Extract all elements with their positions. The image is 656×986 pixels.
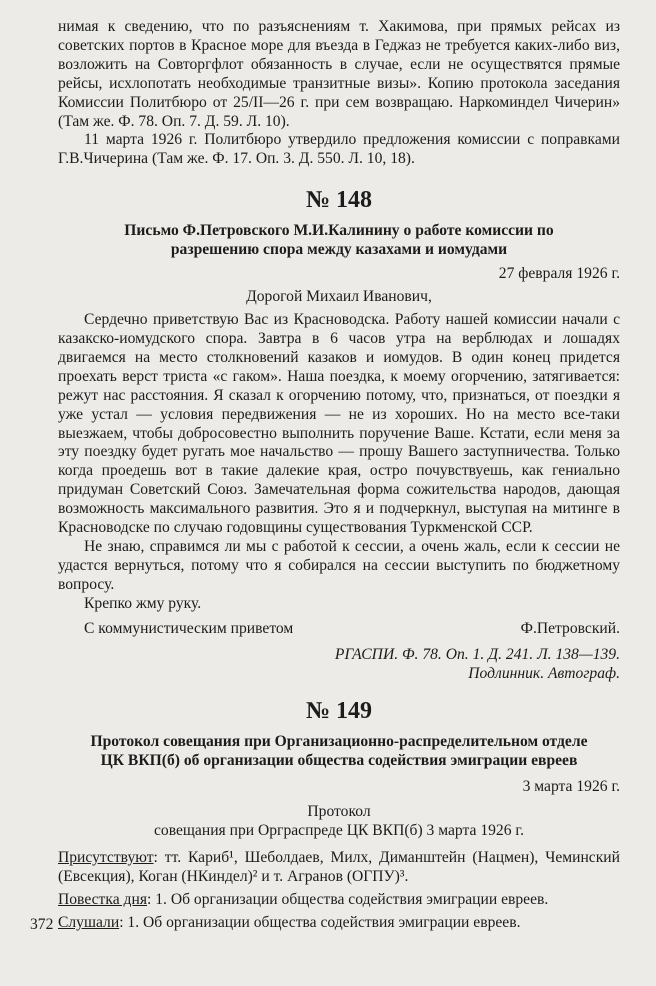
intro-note: 11 марта 1926 г. Политбюро утвердило предложения комиссии с поправками Г.В.Чичерина (Там же. Ф. 17. Оп. 3. Д. 550. Л. 10, 18). [58, 131, 620, 168]
heard-label: Слушали [58, 913, 120, 931]
document-148-source-note: Подлинник. Автограф. [468, 665, 620, 683]
heard-text: : 1. Об организации общества содействия эмиграции евреев. [119, 913, 521, 931]
document-148-signature-line [58, 620, 620, 639]
present-label: Присутствуют [58, 849, 154, 866]
document-148-signature: Ф.Петровский. [520, 619, 620, 637]
document-148-paragraph-1: Сердечно приветствую Вас из Красноводска. Работу нашей комиссии начали с казакско-иомудского спора. Завтра в 6 часов утра на верблюдах и лошадях двигаемся на место столкновений казаков и иомудов. В один конец придется проехать верст триста «с гаком». Наша поездка, к моему огорчению, затягивается: режут нас расстояния. Я сказал к огорчению потому, что, признаться, от поездки я уже устал — условия передвижения — не из хороших. Но на место все-таки выезжаем, чтобы добросовестно выполнить поручение Ваше. Кстати, если меня за эту поездку будет ругать мое начальство — прошу Вашего заступничества. Только когда проедешь вот в такие далекие края, остро почувствуешь, как гениально придуман Советский Союз. Замечательная форма сожительства народов, дающая возможность максимального развития. Это я и подчеркнул, выступая на митинге в Красноводске по случаю годовщины существования Туркменской ССР. [58, 311, 620, 537]
document-149-date: 3 марта 1926 г. [522, 778, 620, 796]
document-149-title: Протокол совещания при Организационно-распределительном отделе ЦК ВКП(б) об организации общества содействия эмиграции евреев [90, 733, 588, 770]
document-149-agenda [58, 891, 620, 910]
agenda-text: : 1. Об организации общества содействия эмиграции евреев. [147, 890, 549, 908]
document-149-heading: Протокол [307, 803, 371, 821]
document-148-number: № 148 [305, 187, 373, 214]
document-149-heard [58, 914, 620, 933]
document-149-number: № 149 [305, 698, 373, 725]
document-148-greeting: Дорогой Михаил Иванович, [246, 288, 432, 306]
document-148-paragraph-2: Не знаю, справимся ли мы с работой к сессии, а очень жаль, если к сессии не удастся вернуться, потому что я собирался на сессии выступить по бюджетному вопросу. [58, 537, 620, 593]
page-number: 372 [30, 916, 54, 933]
document-148-regards: С коммунистическим приветом [84, 619, 294, 637]
document-148-source: РГАСПИ. Ф. 78. Оп. 1. Д. 241. Л. 138—139. [334, 646, 620, 664]
document-148-title: Письмо Ф.Петровского М.И.Калинину о работе комиссии по разрешению спора между казахами и иомудами [124, 222, 554, 259]
present-text: : тт. Кариб¹, Шеболдаев, Милх, Диманштейн (Нацмен), Чеминский (Евсекция), Коган (НКиндел)² и т. Агранов (ОГПУ)³. [58, 849, 620, 885]
agenda-label: Повестка дня [58, 890, 147, 908]
document-149-present [58, 849, 620, 887]
document-page [58, 18, 620, 933]
document-149-subheading: совещания при Орграспреде ЦК ВКП(б) 3 марта 1926 г. [154, 822, 524, 840]
intro-paragraph: нимая к сведению, что по разъяснениям т. Хакимова, при прямых рейсах из советских портов в Красное море для въезда в Геджаз не требуется каких-либо виз, возложить на Совторгфлот обязанность в случае, если не осуществятся прямые рейсы, исхлопотать необходимые транзитные визы». Копию протокола заседания Комиссии Политбюро от 25/II—26 г. при сем возвращаю. Наркоминдел Чичерин» (Там же. Ф. 78. Оп. 7. Д. 59. Л. 10). [58, 18, 620, 130]
document-148-date: 27 февраля 1926 г. [498, 265, 620, 283]
document-148-closing: Крепко жму руку. [84, 594, 202, 612]
